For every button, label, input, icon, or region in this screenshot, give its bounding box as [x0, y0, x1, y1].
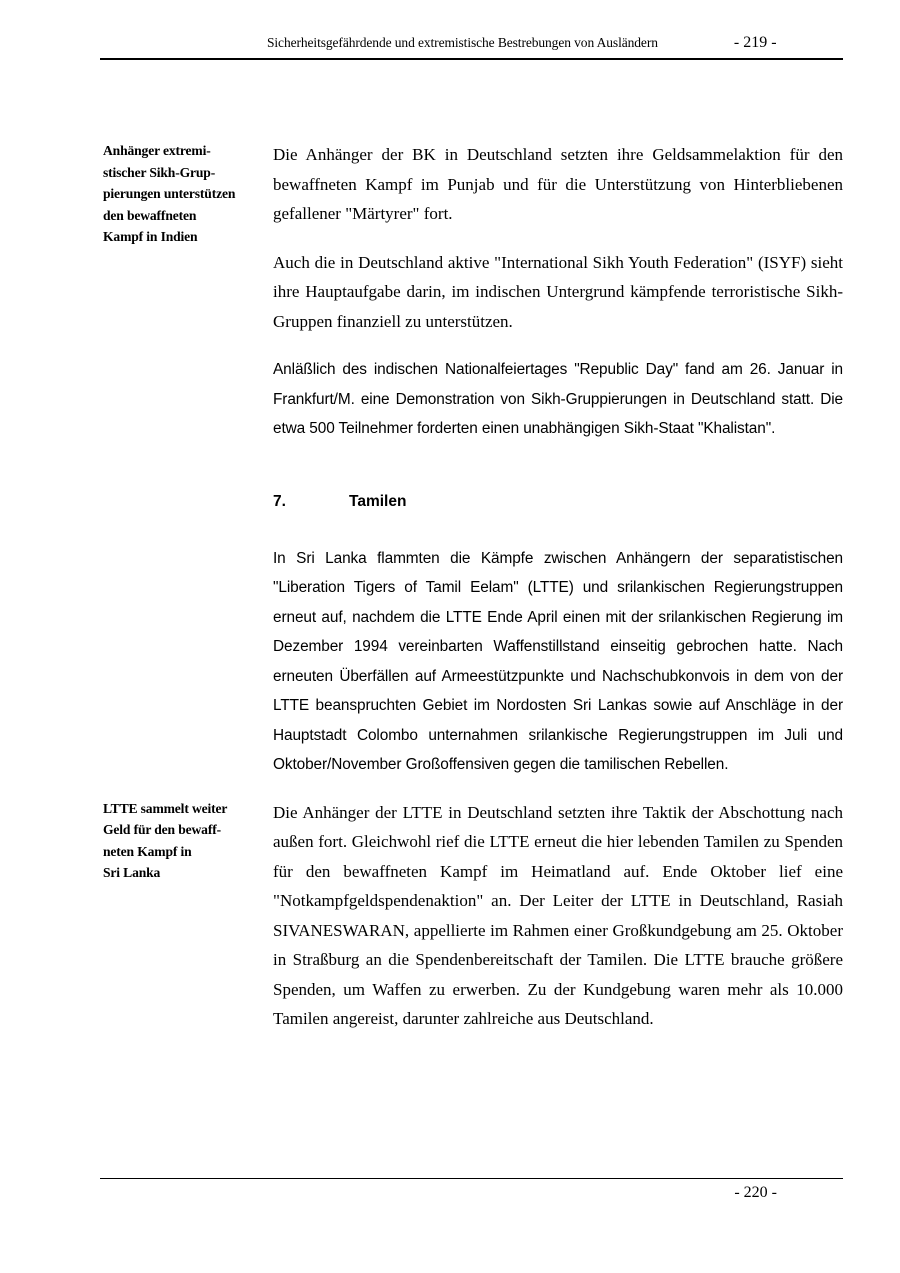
- section-title: Tamilen: [349, 492, 407, 510]
- body-column-heading: [273, 490, 843, 514]
- section-heading-tamilen: [273, 490, 843, 514]
- margin-note-sikh-line-1: Anhänger extremi-: [103, 143, 211, 158]
- margin-note-sikh-line-5: Kampf in Indien: [103, 229, 198, 244]
- spacer-after-section: [103, 514, 843, 544]
- footer-rule: [100, 1178, 843, 1179]
- paragraph-isyf: Auch die in Deutschland aktive "International Sikh Youth Federation" (ISYF) sieht ihre Hauptaufgabe darin, im indischen Untergrund kämpfende terroristische Sikh-Gruppen finanziell zu unterstützen.: [273, 252, 843, 331]
- paragraph-republic-day: Anläßlich des indischen Nationalfeiertages "Republic Day" fand am 26. Januar in Frankfurt/M. eine Demonstration von Sikh-Gruppierungen in Deutschland statt. Die etwa 500 Teilnehmer forderten einen unabhängigen Sikh-Staat "Khalistan".: [273, 361, 843, 437]
- margin-note-ltte-line-3: neten Kampf in: [103, 843, 192, 859]
- margin-note-sikh-line-3: pierungen unterstützen: [103, 186, 236, 201]
- content-block-sri-lanka: [103, 544, 843, 780]
- page-content: [103, 140, 843, 1034]
- paragraph-sri-lanka-conflict: In Sri Lanka flammten die Kämpfe zwischen Anhängern der separatistischen "Liberation Tigers of Tamil Eelam" (LTTE) und srilankischen Regierungstruppen erneut auf, nachdem die LTTE Ende April einen mit der srilankischen Regierung im Dezember 1994 vereinbarten Waffenstillstand einseitig gebrochen hatte. Nach erneuten Überfällen auf Armeestützpunkte und Nachschubkonvois in dem von der LTTE beanspruchten Gebiet im Nordosten Sri Lankas sowie auf Anschläge in der Hauptstadt Colombo unternahmen srilankische Regierungstruppen im Juli und Oktober/November Großoffensiven gegen die tamilischen Rebellen.: [273, 549, 843, 773]
- margin-note-ltte-line-1: LTTE sammelt weiter: [103, 800, 228, 816]
- page-footer: [100, 1184, 843, 1202]
- header-rule: [100, 58, 843, 60]
- paragraph-bk-geldsammelaktion: Die Anhänger der BK in Deutschland setzten ihre Geldsammelaktion für den bewaffneten Kampf im Punjab und für die Unterstützung von Hinterbliebenen gefallener "Märtyrer" fort.: [273, 145, 843, 223]
- content-block-ltte: [103, 798, 843, 1034]
- content-block-sikh: [103, 140, 843, 444]
- margin-note-ltte: [103, 798, 271, 884]
- header-row: [100, 34, 843, 56]
- spacer-before-ltte: [103, 780, 843, 798]
- margin-note-ltte-line-2: Geld für den bewaff-: [103, 822, 221, 837]
- content-block-section-heading: [103, 490, 843, 514]
- spacer-before-section: [103, 444, 843, 490]
- margin-note-sikh: [103, 140, 271, 248]
- footer-page-number: - 220 -: [734, 1184, 777, 1201]
- margin-note-ltte-line-4: Sri Lanka: [103, 865, 161, 880]
- paragraph-ltte-spenden: Die Anhänger der LTTE in Deutschland setzten ihre Taktik der Abschottung nach außen fort. Gleichwohl rief die LTTE erneut die hier lebenden Tamilen zu Spenden für den bewaffneten Kampf im Heimatland auf. Ende Oktober lief eine "Notkampfgeldspendenaktion" an. Der Leiter der LTTE in Deutschland, Rasiah SIVANESWARAN, appellierte im Rahmen einer Großkundgebung am 25. Oktober in Straßburg an die Spendenbereitschaft der Tamilen. Die LTTE brauche größere Spenden, um Waffen zu erwerben. Zu der Kundgebung waren mehr als 10.000 Tamilen angereist, darunter zahlreiche aus Deutschland.: [273, 802, 843, 1028]
- body-column-sikh: [273, 140, 843, 444]
- page-header: [100, 34, 843, 56]
- section-number: 7.: [273, 492, 286, 510]
- header-title: Sicherheitsgefährdende und extremistische Bestrebungen von Ausländern: [267, 35, 658, 50]
- body-column-sri-lanka: [273, 544, 843, 780]
- margin-note-sikh-line-4: den bewaffneten: [103, 207, 197, 223]
- header-page-number: - 219 -: [733, 34, 777, 51]
- margin-note-sikh-line-2: stischer Sikh-Grup-: [103, 164, 216, 180]
- body-column-ltte: [273, 798, 843, 1034]
